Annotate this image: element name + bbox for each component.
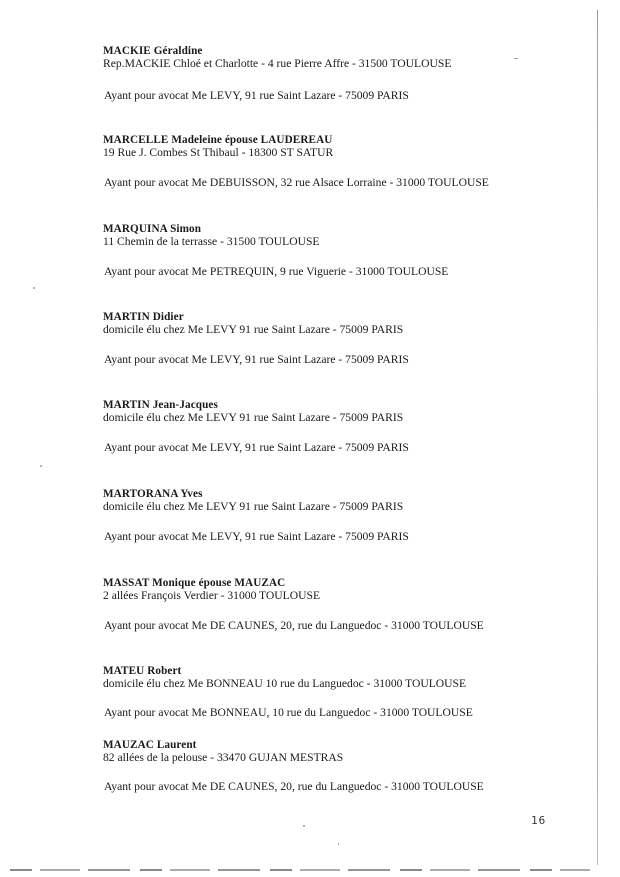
party-lawyer: Ayant pour avocat Me DE CAUNES, 20, rue du Languedoc - 31000 TOULOUSE	[104, 619, 484, 632]
party-name: MASSAT Monique épouse MAUZAC	[103, 577, 286, 589]
party-address: domicile élu chez Me BONNEAU 10 rue du Languedoc - 31000 TOULOUSE	[103, 677, 467, 690]
party-name: MARTIN Jean-Jacques	[103, 399, 218, 411]
scan-speck	[338, 843, 339, 845]
party-name: MARQUINA Simon	[103, 223, 202, 235]
party-address: Rep.MACKIE Chloé et Charlotte - 4 rue Pierre Affre - 31500 TOULOUSE	[103, 57, 452, 70]
party-address: 19 Rue J. Combes St Thibaul - 18300 ST SATUR	[103, 146, 334, 159]
party-name: MARTIN Didier	[103, 311, 184, 323]
party-lawyer: Ayant pour avocat Me LEVY, 91 rue Saint Lazare - 75009 PARIS	[104, 530, 409, 543]
party-address: 2 allées François Verdier - 31000 TOULOUSE	[103, 589, 321, 602]
scan-speck	[514, 58, 518, 59]
party-lawyer: Ayant pour avocat Me PETREQUIN, 9 rue Viguerie - 31000 TOULOUSE	[104, 265, 449, 278]
party-name: MAUZAC Laurent	[103, 739, 197, 751]
party-address: domicile élu chez Me LEVY 91 rue Saint Lazare - 75009 PARIS	[103, 323, 404, 336]
party-lawyer: Ayant pour avocat Me BONNEAU, 10 rue du Languedoc - 31000 TOULOUSE	[104, 706, 473, 719]
party-address: domicile élu chez Me LEVY 91 rue Saint Lazare - 75009 PARIS	[103, 411, 404, 424]
party-lawyer: Ayant pour avocat Me LEVY, 91 rue Saint Lazare - 75009 PARIS	[104, 353, 409, 366]
party-name: MARTORANA Yves	[103, 488, 203, 500]
scan-edge-line	[597, 10, 598, 865]
party-name: MACKIE Géraldine	[103, 45, 203, 57]
party-name: MATEU Robert	[103, 665, 182, 677]
party-name: MARCELLE Madeleine épouse LAUDEREAU	[103, 134, 333, 146]
party-lawyer: Ayant pour avocat Me LEVY, 91 rue Saint Lazare - 75009 PARIS	[104, 441, 409, 454]
party-address: domicile élu chez Me LEVY 91 rue Saint Lazare - 75009 PARIS	[103, 500, 404, 513]
party-lawyer: Ayant pour avocat Me LEVY, 91 rue Saint Lazare - 75009 PARIS	[104, 89, 409, 102]
scan-bottom-rule	[10, 869, 590, 871]
party-address: 11 Chemin de la terrasse - 31500 TOULOUSE	[103, 235, 320, 248]
scan-speck	[33, 287, 35, 289]
party-address: 82 allées de la pelouse - 33470 GUJAN MESTRAS	[103, 751, 344, 764]
party-lawyer: Ayant pour avocat Me DE CAUNES, 20, rue du Languedoc - 31000 TOULOUSE	[104, 780, 484, 793]
page-number: 16	[531, 814, 547, 827]
scan-speck	[303, 825, 305, 827]
scan-speck	[40, 465, 42, 467]
party-lawyer: Ayant pour avocat Me DEBUISSON, 32 rue Alsace Lorraine - 31000 TOULOUSE	[104, 176, 489, 189]
